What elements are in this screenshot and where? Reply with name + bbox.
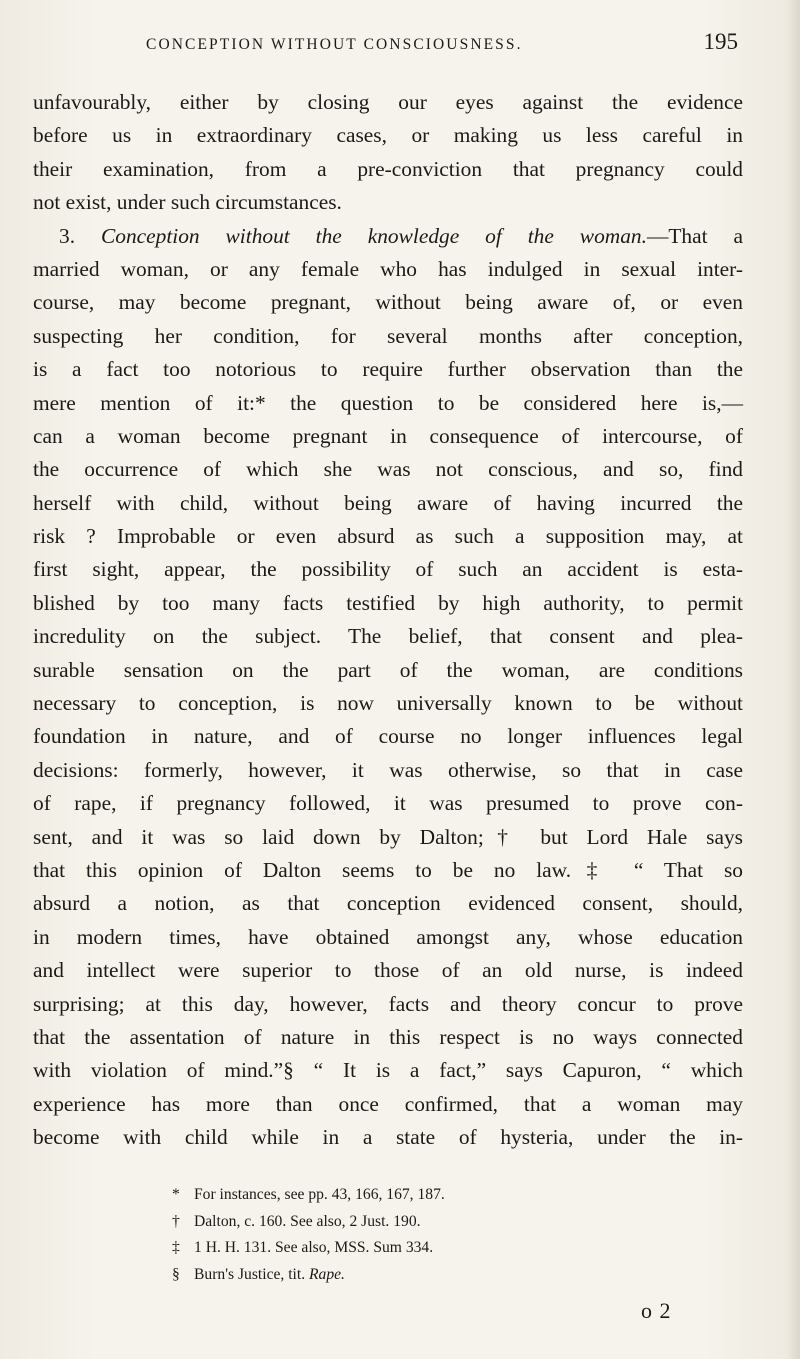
text-line: herself with child, without being aware of having incurred the — [33, 490, 743, 515]
footnote-mark: * — [172, 1186, 180, 1203]
text-line: not exist, under such circumstances. — [33, 190, 342, 215]
footnote — [172, 1209, 445, 1236]
text-line: before us in extraordinary cases, or making us less careful in — [33, 123, 743, 148]
text-line: their examination, from a pre-conviction that pregnancy could — [33, 156, 743, 181]
text-line: blished by too many facts testified by high authority, to permit — [33, 590, 743, 615]
text-line: experience has more than once confirmed, that a woman may — [33, 1091, 743, 1116]
text-line: surprising; at this day, however, facts and theory concur to prove — [33, 991, 743, 1016]
text-line: that this opinion of Dalton seems to be no law.‡ “ That so — [33, 857, 743, 882]
text-line: decisions: formerly, however, it was otherwise, so that in case — [33, 757, 743, 782]
text-line: necessary to conception, is now universally known to be without — [33, 691, 743, 716]
text-line: is a fact too notorious to require further observation than the — [33, 357, 743, 382]
page-edge-shadow — [786, 0, 800, 1359]
running-head: CONCEPTION WITHOUT CONSCIOUSNESS. — [146, 36, 523, 53]
footnote-text: Burn's Justice, tit. — [194, 1265, 309, 1283]
text-line: mere mention of it:* the question to be considered here is,— — [33, 390, 743, 415]
text-line: and intellect were superior to those of an old nurse, is indeed — [33, 958, 743, 983]
footnote-mark: § — [172, 1265, 180, 1283]
section-heading-tail: —That a — [646, 223, 743, 248]
text-line: absurd a notion, as that conception evidenced consent, should, — [33, 891, 743, 916]
text-line: with violation of mind.”§ “ It is a fact,” says Capuron, “ which — [33, 1058, 743, 1083]
section-heading: Conception without the knowledge of the woman. — [100, 223, 647, 248]
text-line: incredulity on the subject. The belief, that consent and plea- — [33, 624, 743, 649]
footnote-text: 1 H. H. 131. See also, MSS. Sum 334. — [194, 1239, 434, 1257]
text-line: course, may become pregnant, without being aware of, or even — [33, 290, 743, 315]
footnote — [172, 1235, 445, 1262]
text-line: in modern times, have obtained amongst any, whose education — [33, 924, 743, 949]
footnotes — [172, 1182, 445, 1288]
text-line: unfavourably, either by closing our eyes against the evidence — [33, 90, 743, 114]
text-line: suspecting her condition, for several months after conception, — [33, 323, 743, 348]
footnote-mark: † — [172, 1212, 180, 1230]
footnote-text: Dalton, c. 160. See also, 2 Just. 190. — [194, 1212, 421, 1230]
page-header — [36, 28, 744, 64]
text-line: surable sensation on the part of the woman, are conditions — [33, 657, 743, 682]
text-line — [33, 220, 743, 253]
text-line: become with child while in a state of hysteria, under the in- — [33, 1125, 743, 1150]
text-line: can a woman become pregnant in consequence of intercourse, of — [33, 423, 743, 448]
text-line: sent, and it was so laid down by Dalton;† but Lord Hale says — [33, 824, 743, 849]
section-number: 3. — [59, 223, 101, 248]
footnote — [172, 1262, 445, 1289]
footnote — [172, 1182, 445, 1209]
text-line: that the assentation of nature in this respect is no ways connected — [33, 1024, 743, 1049]
text-line: married woman, or any female who has indulged in sexual inter- — [33, 256, 743, 281]
text-line: of rape, if pregnancy followed, it was presumed to prove con- — [33, 791, 743, 816]
signature-mark: o 2 — [641, 1298, 672, 1323]
body-text — [33, 86, 743, 1155]
text-line: the occurrence of which she was not conscious, and so, find — [33, 457, 743, 482]
footnote-text: For instances, see pp. 43, 166, 167, 187. — [194, 1186, 445, 1203]
page-number: 195 — [703, 29, 738, 54]
text-line: foundation in nature, and of course no longer influences legal — [33, 724, 743, 749]
footnote-mark: ‡ — [172, 1239, 180, 1257]
text-line: risk ? Improbable or even absurd as such a supposition may, at — [33, 524, 743, 549]
footnote-italic: Rape. — [309, 1265, 345, 1283]
text-line: first sight, appear, the possibility of such an accident is esta- — [33, 557, 743, 582]
